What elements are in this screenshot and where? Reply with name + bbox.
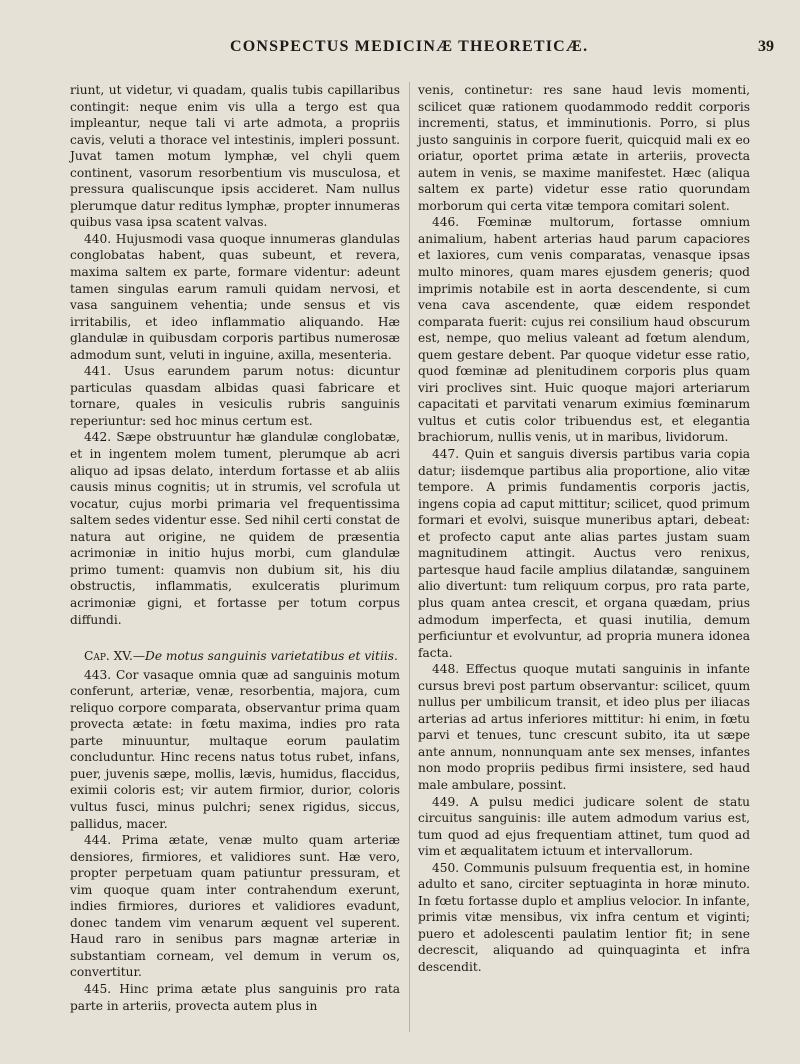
paragraph-447: 447. Quin et sanguis diversis partibus varia copia datur; iisdemque partibus alia proportione, alio vitæ tempore. A primis fundamentis corporis jactis, ingens copia ad caput mittitur; scilicet, quod primum formari et evolvi, suisque muneribus aptari, debeat: et profecto caput ante alias partes justam suam magnitudinem attingit. Auctus vero renixus, partesque haud facile amplius dilatandæ, sanguinem alio divertunt: tum reliquum corpus, pro rata parte, plus quam antea crescit, et organa quædam, prius admodum imperfecta, et quasi inutilia, demum perficiuntur et evolvuntur, ad propria munera idonea facta.: [418, 447, 750, 660]
page-number: 39: [758, 38, 774, 55]
paragraph-449: 449. A pulsu medici judicare solent de statu circuitus sanguinis: ille autem admodum varius est, tum quod ad ejus frequentiam attinet, tum quod ad vim et æqualitatem ictuum et intervallorum.: [418, 794, 750, 859]
chapter-title: —De motus sanguinis varietatibus et vitiis.: [132, 649, 398, 664]
paragraph-441: 441. Usus earundem parum notus: dicuntur particulas quasdam albidas quasi fabricare et tornare, quales in vesiculis rubris sanguinis reperiuntur: sed hoc minus certum est.: [70, 364, 400, 428]
paragraph-448: 448. Effectus quoque mutati sanguinis in infante cursus brevi post partum observantur: scilicet, quum nullus per umbilicum transit, et ideo plus per iliacas arterias ad artus inferiores mittitur: hi enim, in fœtu parvi et tenues, tunc crescunt subito, ita ut sæpe ante annum, nonnunquam ante sex menses, infantes non modo propriis pedibus firmi insistere, sed haud male ambulare, possint.: [418, 662, 750, 792]
paragraph-442: 442. Sæpe obstruuntur hæ glandulæ conglobatæ, et in ingentem molem tument, plerumque ab acri aliquo ad ipsas delato, interdum fortasse et ab aliis causis minus cognitis; ut in strumis, vel scrofula ut vocatur, cujus morbi primaria vel frequentissima saltem sedes videntur esse. Sed nihil certi constat de natura aut origine, ne quidem de præsentia acrimoniæ in initio hujus morbi, cum glandulæ primo tument: quamvis non dubium sit, his diu obstructis, inflammatis, exulceratis plurimum acrimoniæ gigni, et fortasse per totum corpus diffundi.: [70, 430, 400, 627]
column-divider: [409, 82, 410, 1032]
paragraph-446: 446. Fœminæ multorum, fortasse omnium animalium, habent arterias haud parum capaciores et laxiores, cum venis comparatas, venasque ipsas multo minores, quam mares ejusdem generis; quod imprimis notabile est in aorta descendente, si cum vena cava ascendente, quæ eidem respondet comparata fuerit: cujus rei consilium haud obscurum est, nempe, quo melius valeant ad fœtum alendum, quem gestare debent. Par quoque videtur esse ratio, quod fœminæ ad plenitudinem corporis plus quam viri proclives sint. Huic quoque majori arteriarum capacitati et parvitati venarum eximius fœminarum vultus et cutis color tribuendus est, et elegantia brachiorum, nullis venis, ut in maribus, lividorum.: [418, 215, 750, 445]
paragraph-450: 450. Communis pulsuum frequentia est, in homine adulto et sano, circiter septuaginta in horæ minuto. In fœtu fortasse duplo et amplius velocior. In infante, primis vitæ mensibus, vix infra centum et viginti; puero et adolescenti paulatim lentior fit; in sene decrescit, aliquando ad quinquaginta et infra descendit.: [418, 860, 750, 974]
right-column: [418, 82, 750, 976]
paragraph-continued: riunt, ut videtur, vi quadam, qualis tubis capillaribus contingit: neque enim vis ulla a tergo est qua impleantur, neque tali vi arte admota, a propriis cavis, veluti a thorace vel intestinis, impleri possunt. Juvat tamen motum lymphæ, vel chyli quem continent, vasorum resorbentium vis musculosa, et pressura qualiscunque ipsis accideret. Nam nullus plerumque datur reditus lymphæ, propter innumeras quibus vasa ipsa scatent valvas.: [70, 83, 400, 230]
paragraph-continued-right: venis, continetur: res sane haud levis momenti, scilicet quæ rationem quodammodo reddit corporis incrementi, status, et imminutionis. Porro, si plus justo sanguinis in corpore fuerit, quicquid mali ex eo oriatur, oportet prima ætate in arteriis, provecta autem in venis, se maxime manifestet. Hæc (aliqua saltem ex parte) videtur esse ratio quorundam morborum qui certa vitæ tempora comitari solent.: [418, 83, 750, 213]
paragraph-445: 445. Hinc prima ætate plus sanguinis pro rata parte in arteriis, provecta autem plus in: [70, 981, 400, 1013]
chapter-number: Cap. XV.: [84, 649, 133, 664]
left-column: [70, 82, 400, 1014]
chapter-heading: [70, 648, 400, 665]
running-title: CONSPECTUS MEDICINÆ THEORETICÆ.: [230, 38, 589, 55]
page-header: [70, 38, 780, 62]
paragraph-440: 440. Hujusmodi vasa quoque innumeras glandulas conglobatas habent, quas subeunt, et revera, maxima saltem ex parte, formare videntur: adeunt tamen singulas earum ramuli quidam nervosi, et vasa sanguinem vehentia; unde sensus et vis irritabilis, et ideo inflammatio aliquando. Hæ glandulæ in quibusdam corporis partibus numerosæ admodum sunt, veluti in inguine, axilla, mesenteria.: [70, 231, 400, 362]
paragraph-444: 444. Prima ætate, venæ multo quam arteriæ densiores, firmiores, et validiores sunt. Hæ vero, propter perpetuam quam patiuntur pressuram, et vim quoque quam inter contrahendum exerunt, indies firmiores, duriores et validiores evadunt, donec tandem vim venarum æquent vel superent. Haud raro in senibus pars magnæ arteriæ in substantiam corneam, vel demum in verum os, convertitur.: [70, 833, 400, 980]
paragraph-443: 443. Cor vasaque omnia quæ ad sanguinis motum conferunt, arteriæ, venæ, resorbentia, majora, cum reliquo corpore comparata, observantur prima quam provecta ætate: in fœtu maxima, indies pro rata parte minuuntur, multaque eorum paulatim concluduntur. Hinc recens natus totus rubet, infans, puer, juvenis sæpe, mollis, lævis, humidus, flaccidus, eximii coloris est; vir autem firmior, durior, coloris vultus fusci, minus pulchri; senex rigidus, siccus, pallidus, macer.: [70, 667, 400, 831]
